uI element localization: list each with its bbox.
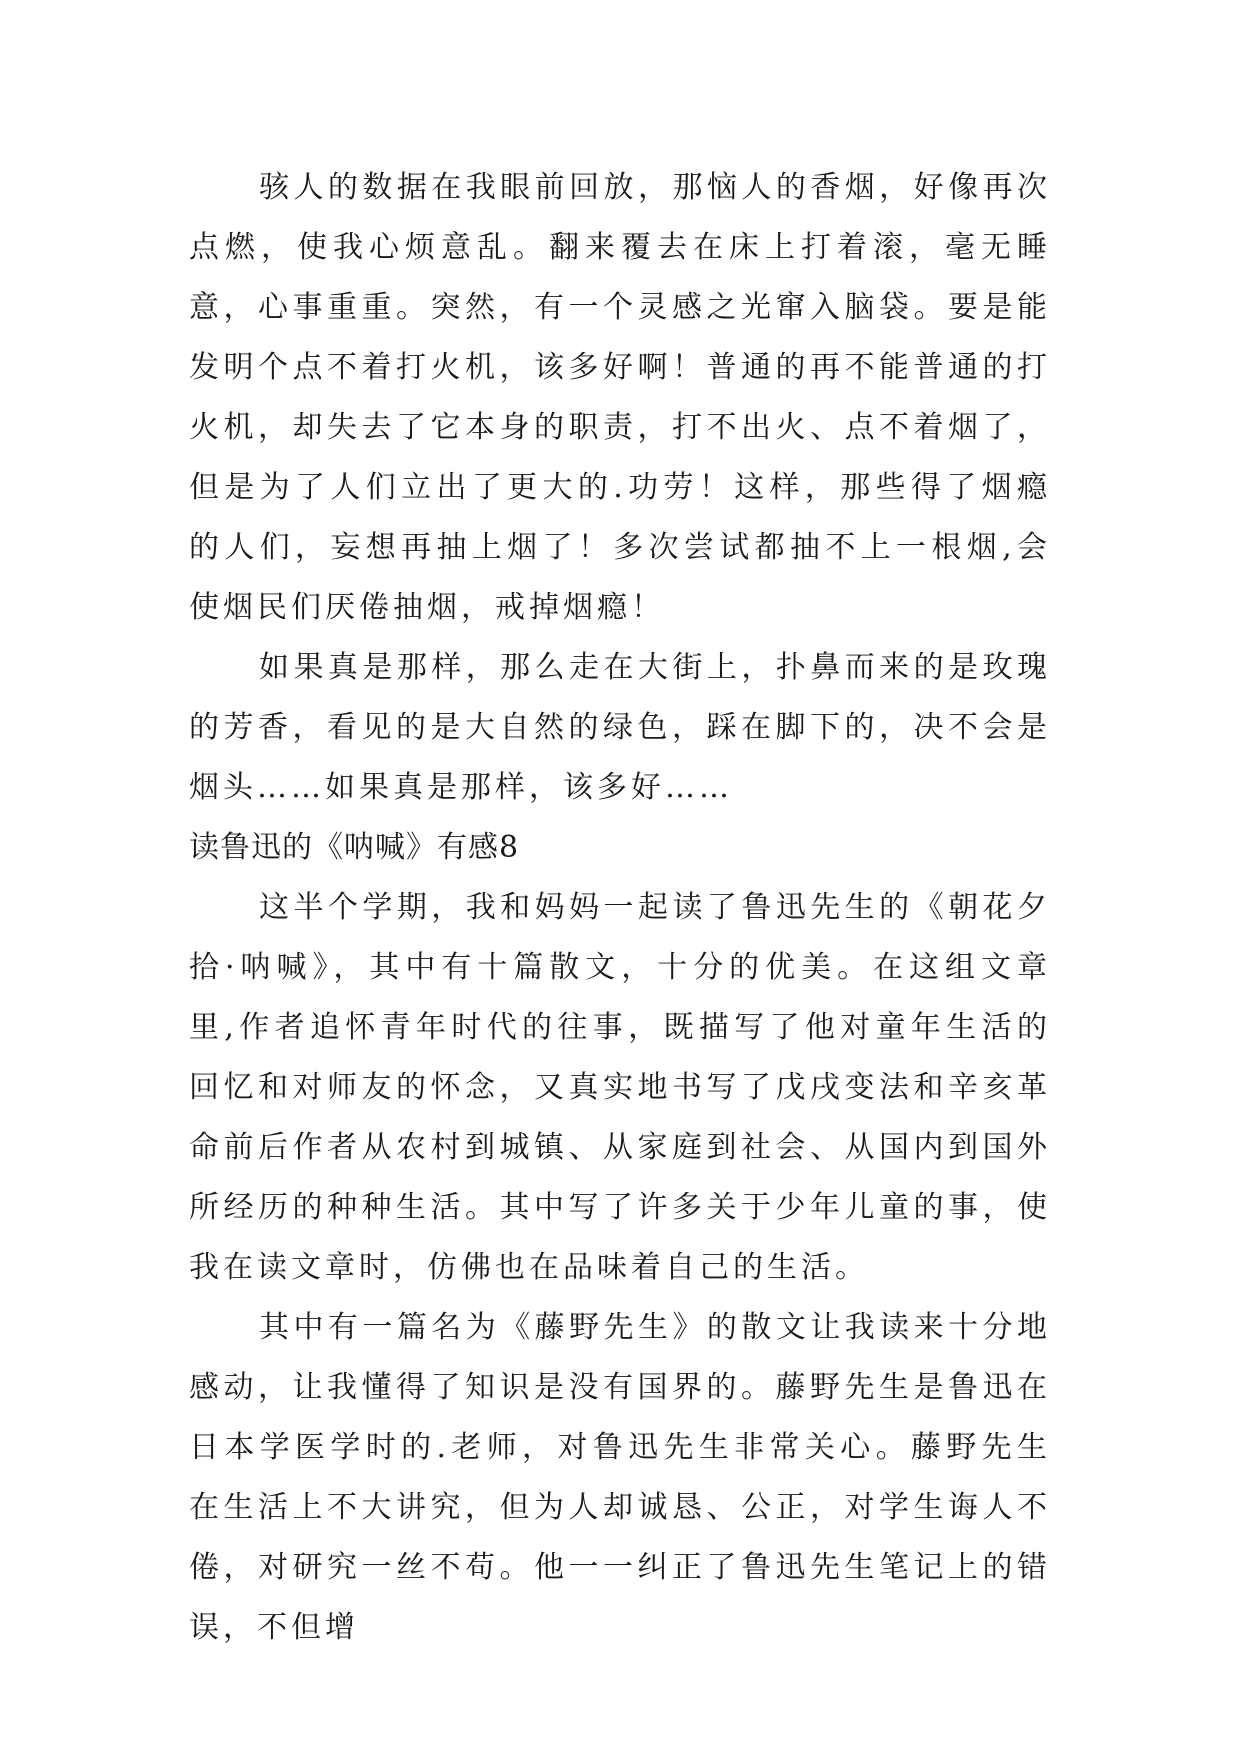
paragraph-reading-semester: 这半个学期，我和妈妈一起读了鲁迅先生的《朝花夕拾·呐喊》，其中有十篇散文，十分的优美。在这组文章里,作者追怀青年时代的往事，既描写了他对童年生活的回忆和对师友的怀念，又真实地书写了戊戌变法和辛亥革命前后作者从农村到城镇、从家庭到社会、从国内到国外所经历的种种生活。其中写了许多关于少年儿童的事，使我在读文章时，仿佛也在品味着自己的生活。	[189, 890, 1051, 1285]
section-title: 读鲁迅的《呐喊》有感8	[189, 830, 520, 865]
paragraph-fujino-sensei: 其中有一篇名为《藤野先生》的散文让我读来十分地感动，让我懂得了知识是没有国界的。藤野先生是鲁迅在日本学医学时的.老师，对鲁迅先生非常关心。藤野先生在生活上不大讲究，但为人却诚恳、公正，对学生诲人不倦，对研究一丝不苟。他一一纠正了鲁迅先生笔记上的错误，不但增	[189, 1310, 1051, 1645]
document-body	[189, 158, 1051, 1658]
paragraph-if-only: 如果真是那样，那么走在大街上，扑鼻而来的是玫瑰的芳香，看见的是大自然的绿色，踩在脚下的，决不会是烟头……如果真是那样，该多好……	[189, 650, 1051, 805]
paragraph-cigarette-lighter: 骇人的数据在我眼前回放，那恼人的香烟，好像再次点燃，使我心烦意乱。翻来覆去在床上打着滚，毫无睡意，心事重重。突然，有一个灵感之光窜入脑袋。要是能发明个点不着打火机，该多好啊！普通的再不能普通的打火机，却失去了它本身的职责，打不出火、点不着烟了，但是为了人们立出了更大的.功劳！这样，那些得了烟瘾的人们，妄想再抽上烟了！多次尝试都抽不上一根烟,会使烟民们厌倦抽烟，戒掉烟瘾！	[189, 170, 1051, 625]
